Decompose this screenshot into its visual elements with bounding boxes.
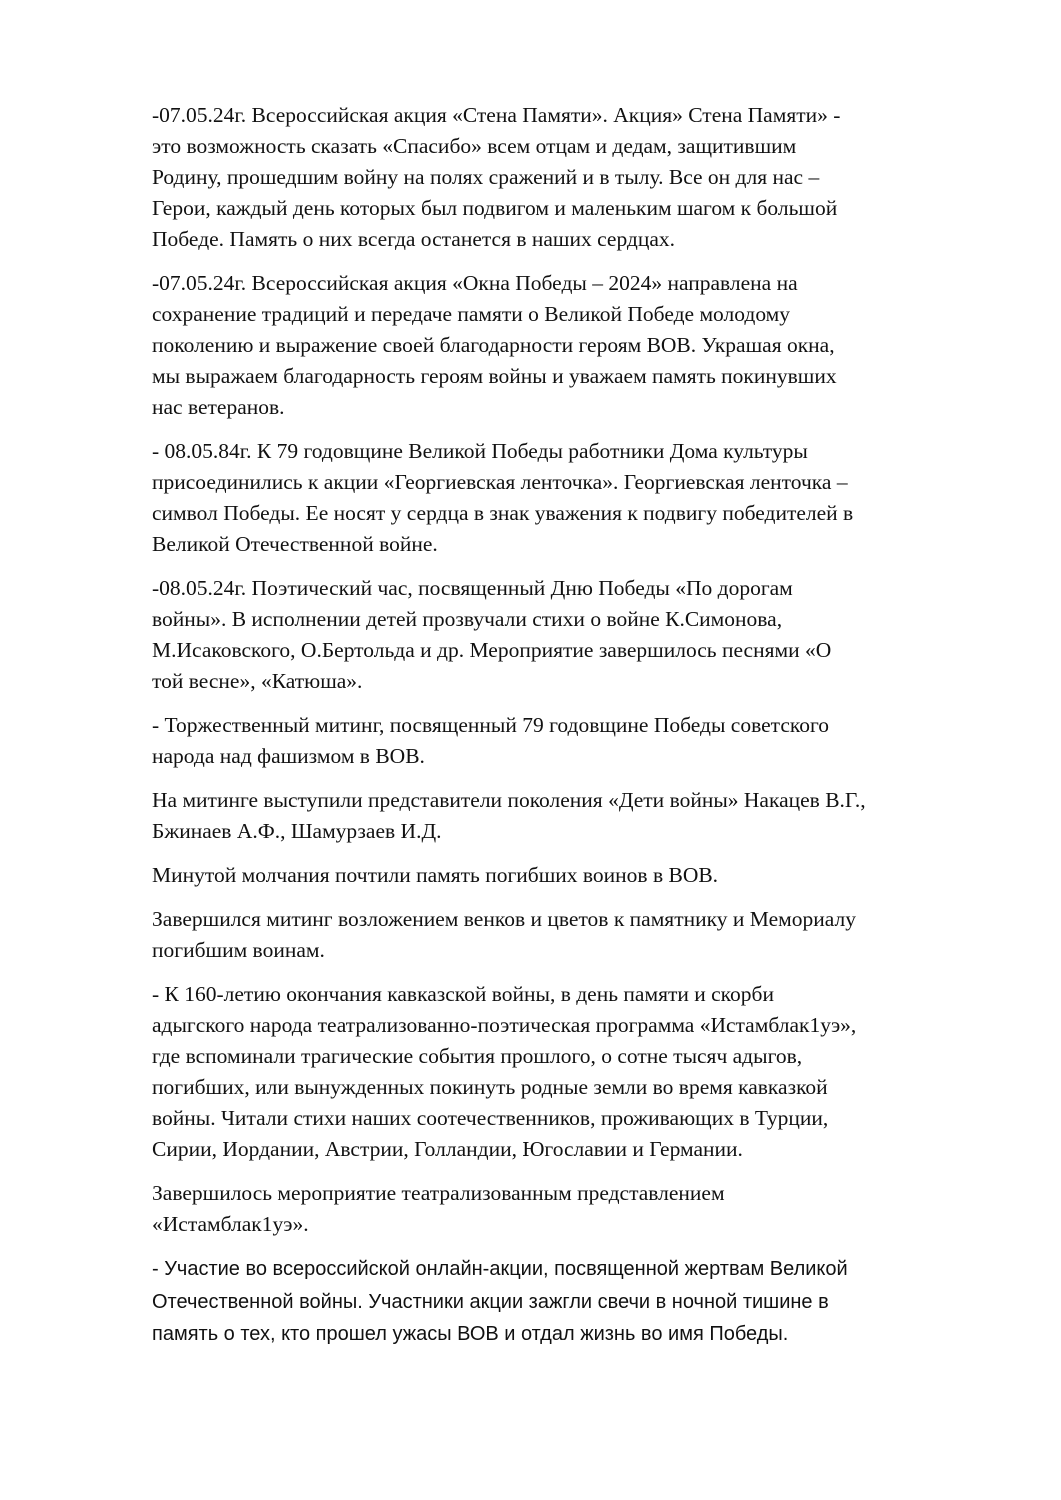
paragraph-rally-speakers: На митинге выступили представители поколения «Дети войны» Накацев В.Г., Бжинаев А.Ф., Шамурзаев И.Д. [152, 788, 866, 843]
paragraph-wreath-laying: Завершился митинг возложением венков и цветов к памятнику и Мемориалу погибшим воинам. [152, 907, 856, 962]
paragraph-online-action: - Участие во всероссийской онлайн-акции, посвященной жертвам Великой Отечественной войны. Участники акции зажгли свечи в ночной тишине в память о тех, кто прошел ужасы ВОВ и отдал жизнь во имя Победы. [152, 1258, 848, 1345]
document-body [152, 100, 1012, 1364]
paragraph-theatrical-performance: Завершилось мероприятие театрализованным представлением «Истамблак1уэ». [152, 1181, 725, 1236]
paragraph-st-george-ribbon: - 08.05.84г. К 79 годовщине Великой Победы работники Дома культуры присоединились к акции «Георгиевская ленточка». Георгиевская ленточка – символ Победы. Ее носят у сердца в знак уважения к подвигу победителей в Великой Отечественной войне. [152, 439, 854, 556]
paragraph-caucasian-war-program: - К 160-летию окончания кавказской войны, в день памяти и скорби адыгского народа театрализованно-поэтическая программа «Истамблак1уэ», где вспоминали трагические события прошлого, о сотне тысяч адыгов, погибших, или вынужденных покинуть родные земли во время кавказкой войны. Читали стихи наших соотечественников, проживающих в Турции, Сирии, Иордании, Австрии, Голландии, Югославии и Германии. [152, 982, 857, 1161]
paragraph-victory-windows: -07.05.24г. Всероссийская акция «Окна Победы – 2024» направлена на сохранение традиций и передаче памяти о Великой Победе молодому поколению и выражение своей благодарности героям ВОВ. Украшая окна, мы выражаем благодарность героям войны и уважаем память покинувших нас ветеранов. [152, 271, 837, 419]
paragraph-solemn-rally: - Торжественный митинг, посвященный 79 годовщине Победы советского народа над фашизмом в ВОВ. [152, 713, 829, 768]
paragraph-wall-of-memory: -07.05.24г. Всероссийская акция «Стена Памяти». Акция» Стена Памяти» - это возможность сказать «Спасибо» всем отцам и дедам, защитившим Родину, прошедшим войну на полях сражений и в тылу. Все он для нас – Герои, каждый день которых был подвигом и маленьким шагом к большой Победе. Память о них всегда останется в наших сердцах. [152, 103, 841, 251]
paragraph-poetry-hour: -08.05.24г. Поэтический час, посвященный Дню Победы «По дорогам войны». В исполнении детей прозвучали стихи о войне К.Симонова, М.Исаковского, О.Бертольда и др. Мероприятие завершилось песнями «О той весне», «Катюша». [152, 576, 832, 693]
paragraph-minute-of-silence: Минутой молчания почтили память погибших воинов в ВОВ. [152, 863, 719, 887]
